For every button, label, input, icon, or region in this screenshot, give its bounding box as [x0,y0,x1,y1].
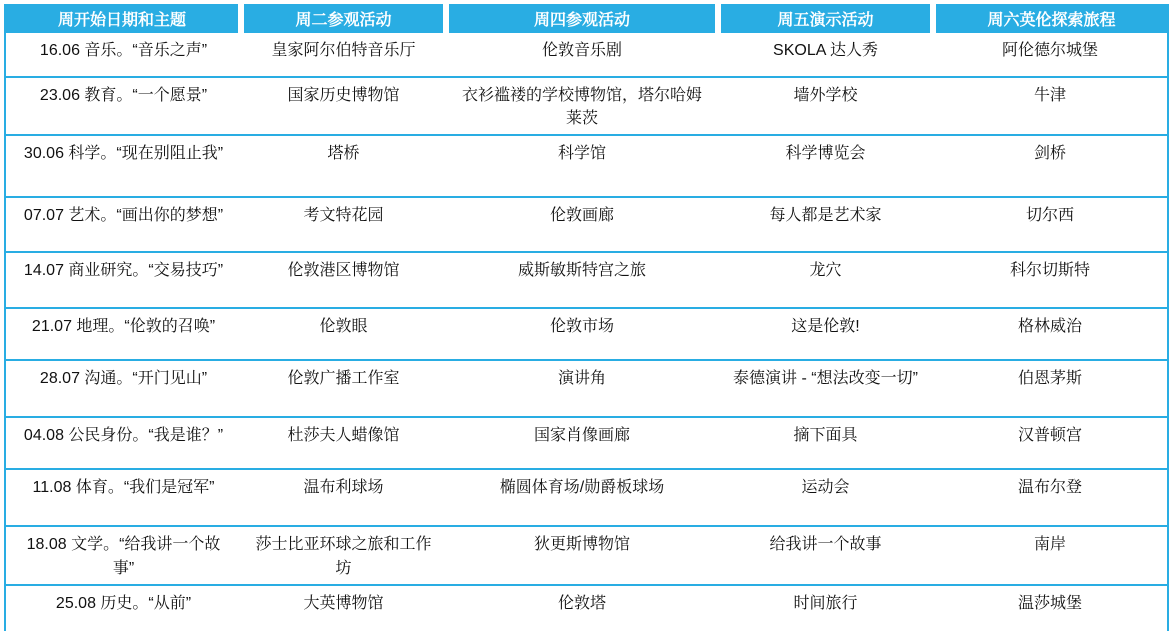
table-cell: 伦敦画廊 [549,207,614,225]
table-cell: 伦敦眼 [319,318,368,336]
table-cell: 塔桥 [327,145,360,163]
table-cell: 阿伦德尔城堡 [1001,42,1098,59]
table-cell: 科学馆 [557,145,606,163]
table-cell: 给我讲一个故事 [769,536,882,554]
table-row [5,417,1168,469]
table-row [5,308,1168,360]
table-cell: 14.07 商业研究。“交易技巧” [23,262,224,280]
table-cell: 运动会 [801,479,850,497]
table-cell: 30.06 科学。“现在别阻止我” [23,145,224,163]
table-cell: 切尔西 [1025,207,1074,225]
table-cell: 温布利球场 [303,479,384,497]
table-cell: 伦敦塔 [557,594,606,612]
table-cell: 07.07 艺术。“画出你的梦想” [23,207,224,225]
table-cell: 牛津 [1033,87,1066,104]
column-header-friday-presentation: 周五演示活动 [718,4,933,33]
table-cell: 汉普顿宫 [1017,427,1082,445]
table-cell: 莎士比亚环球之旅和工作坊 [255,536,432,577]
table-cell: 龙穴 [809,262,842,280]
table-cell: 皇家阿尔伯特音乐厅 [271,42,416,59]
table-cell: 演讲角 [557,370,606,388]
column-header-thursday-visit: 周四参观活动 [446,4,718,33]
header-row [5,4,1168,33]
table-cell: 伯恩茅斯 [1017,370,1082,388]
column-header-week-date-theme: 周开始日期和主题 [5,4,241,33]
table-cell: 伦敦广播工作室 [287,370,400,388]
table-cell: 这是伦敦! [791,318,860,336]
table-cell: 16.06 音乐。“音乐之声” [39,42,208,59]
table-cell: 科尔切斯特 [1009,262,1090,280]
table-cell: 11.08 体育。“我们是冠军” [32,479,215,497]
column-header-tuesday-visit: 周二参观活动 [241,4,446,33]
table-cell: 23.06 教育。“一个愿景” [39,87,208,104]
table-row [5,360,1168,417]
table-row [5,469,1168,526]
table-cell: 伦敦市场 [549,318,614,336]
table-cell: 温布尔登 [1017,479,1082,497]
weekly-schedule-table [4,4,1169,631]
table-cell: 25.08 历史。“从前” [55,594,192,612]
table-cell: 国家历史博物馆 [287,87,400,104]
table-row [5,77,1168,135]
table-cell: 大英博物馆 [303,594,384,612]
table-cell: 科学博览会 [785,145,866,163]
table-row [5,585,1168,631]
table-cell: 伦敦港区博物馆 [287,262,400,280]
table-cell: 考文特花园 [303,207,384,225]
table-cell: 椭圆体育场/勋爵板球场 [499,479,665,497]
column-header-saturday-excursion: 周六英伦探索旅程 [933,4,1168,33]
table-cell: 杜莎夫人蜡像馆 [287,427,400,445]
table-cell: 威斯敏斯特宫之旅 [517,262,646,280]
table-row [5,197,1168,252]
table-cell: 衣衫褴褛的学校博物馆，塔尔哈姆莱茨 [461,87,702,128]
table-cell: 国家肖像画廊 [533,427,630,445]
table-cell: 墙外学校 [793,87,858,104]
table-cell: 时间旅行 [793,594,858,612]
table-cell: 泰德演讲 - “想法改变一切” [733,370,918,388]
table-row [5,135,1168,197]
table-cell: 04.08 公民身份。“我是谁？” [23,427,224,445]
table-row [5,252,1168,308]
table-cell: 18.08 文学。“给我讲一个故事” [26,536,221,577]
table-cell: 温莎城堡 [1017,594,1082,612]
table-cell: 剑桥 [1033,145,1066,163]
table-cell: 南岸 [1033,536,1066,554]
table-cell: 21.07 地理。“伦敦的召唤” [31,318,216,336]
table-cell: 狄更斯博物馆 [533,536,630,554]
table-cell: 每人都是艺术家 [769,207,882,225]
table-cell: 摘下面具 [793,427,858,445]
table-row [5,526,1168,584]
table-cell: 格林威治 [1017,318,1082,336]
table-row [5,33,1168,77]
table-cell: 28.07 沟通。“开门见山” [39,370,208,388]
table-cell: SKOLA 达人秀 [773,42,878,59]
table-cell: 伦敦音乐剧 [541,42,622,59]
